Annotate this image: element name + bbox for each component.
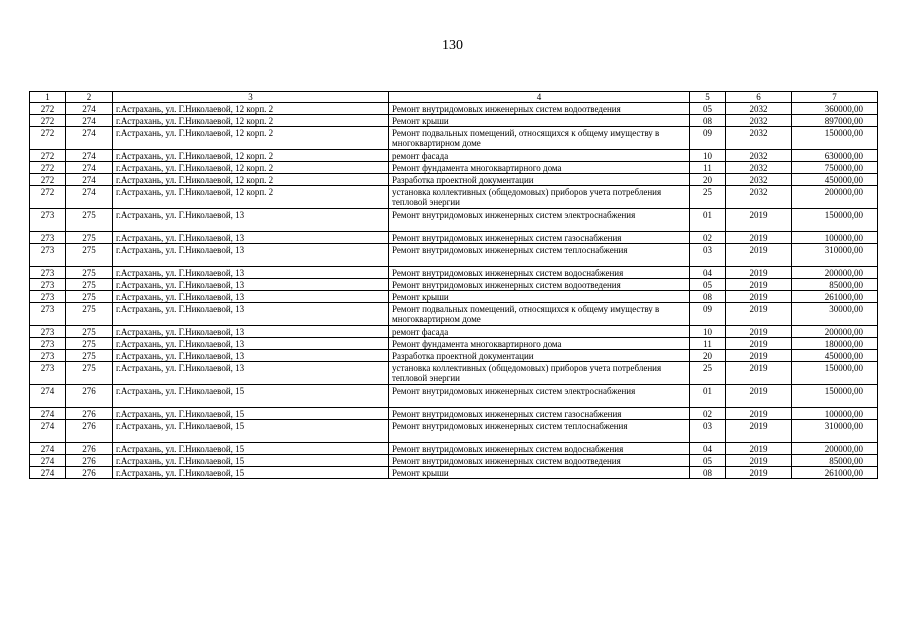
year-cell: 2032 — [726, 115, 792, 127]
row-number-cell: 272 — [30, 162, 66, 174]
work-type-cell: Ремонт внутридомовых инженерных систем газоснабжения — [389, 232, 690, 244]
work-code-cell: 25 — [690, 362, 726, 385]
year-cell: 2019 — [726, 408, 792, 420]
row-number-cell: 273 — [30, 291, 66, 303]
row-number-cell: 274 — [30, 467, 66, 479]
cost-cell: 200000,00 — [792, 443, 878, 455]
table-row — [30, 385, 878, 408]
work-type-cell: Ремонт фундамента многоквартирного дома — [389, 162, 690, 174]
header-cell: 5 — [690, 92, 726, 103]
item-number-cell: 275 — [66, 350, 113, 362]
row-number-cell: 272 — [30, 103, 66, 115]
address-cell: г.Астрахань, ул. Г.Николаевой, 15 — [113, 385, 389, 408]
address-cell: г.Астрахань, ул. Г.Николаевой, 13 — [113, 209, 389, 232]
cost-cell: 450000,00 — [792, 350, 878, 362]
work-code-cell: 05 — [690, 455, 726, 467]
header-cell: 2 — [66, 92, 113, 103]
cost-cell: 200000,00 — [792, 186, 878, 209]
work-code-cell: 01 — [690, 385, 726, 408]
item-number-cell: 275 — [66, 232, 113, 244]
cost-cell: 261000,00 — [792, 291, 878, 303]
cost-cell: 150000,00 — [792, 362, 878, 385]
item-number-cell: 274 — [66, 150, 113, 162]
work-type-cell: Ремонт подвальных помещений, относящихся к общему имуществу в многоквартирном доме — [389, 303, 690, 326]
page-number: 130 — [442, 38, 463, 53]
year-cell: 2019 — [726, 291, 792, 303]
address-cell: г.Астрахань, ул. Г.Николаевой, 13 — [113, 291, 389, 303]
year-cell: 2019 — [726, 338, 792, 350]
year-cell: 2019 — [726, 420, 792, 443]
work-code-cell: 09 — [690, 303, 726, 326]
table-row — [30, 455, 878, 467]
work-code-cell: 03 — [690, 244, 726, 267]
work-type-cell: Ремонт внутридомовых инженерных систем теплоснабжения — [389, 244, 690, 267]
work-code-cell: 02 — [690, 408, 726, 420]
work-type-cell: Ремонт внутридомовых инженерных систем водоотведения — [389, 279, 690, 291]
year-cell: 2019 — [726, 209, 792, 232]
row-number-cell: 274 — [30, 443, 66, 455]
work-code-cell: 02 — [690, 232, 726, 244]
table-row — [30, 162, 878, 174]
item-number-cell: 274 — [66, 186, 113, 209]
item-number-cell: 274 — [66, 115, 113, 127]
table-row — [30, 127, 878, 150]
header-cell: 1 — [30, 92, 66, 103]
table-row — [30, 443, 878, 455]
cost-cell: 150000,00 — [792, 385, 878, 408]
year-cell: 2019 — [726, 467, 792, 479]
cost-cell: 100000,00 — [792, 408, 878, 420]
cost-cell: 150000,00 — [792, 127, 878, 150]
work-code-cell: 08 — [690, 115, 726, 127]
row-number-cell: 274 — [30, 408, 66, 420]
item-number-cell: 275 — [66, 362, 113, 385]
item-number-cell: 275 — [66, 279, 113, 291]
year-cell: 2032 — [726, 186, 792, 209]
item-number-cell: 275 — [66, 326, 113, 338]
year-cell: 2019 — [726, 244, 792, 267]
table-row — [30, 150, 878, 162]
row-number-cell: 273 — [30, 338, 66, 350]
item-number-cell: 276 — [66, 455, 113, 467]
work-type-cell: Ремонт внутридомовых инженерных систем газоснабжения — [389, 408, 690, 420]
work-code-cell: 05 — [690, 103, 726, 115]
item-number-cell: 276 — [66, 408, 113, 420]
work-type-cell: ремонт фасада — [389, 150, 690, 162]
item-number-cell: 275 — [66, 267, 113, 279]
work-type-cell: Ремонт крыши — [389, 467, 690, 479]
address-cell: г.Астрахань, ул. Г.Николаевой, 12 корп. 2 — [113, 103, 389, 115]
row-number-cell: 272 — [30, 127, 66, 150]
year-cell: 2032 — [726, 174, 792, 186]
year-cell: 2019 — [726, 279, 792, 291]
year-cell: 2032 — [726, 150, 792, 162]
address-cell: г.Астрахань, ул. Г.Николаевой, 13 — [113, 244, 389, 267]
item-number-cell: 276 — [66, 443, 113, 455]
table-row — [30, 186, 878, 209]
work-code-cell: 09 — [690, 127, 726, 150]
item-number-cell: 274 — [66, 174, 113, 186]
work-type-cell: установка коллективных (общедомовых) приборов учета потребления тепловой энергии — [389, 186, 690, 209]
work-code-cell: 10 — [690, 150, 726, 162]
row-number-cell: 272 — [30, 150, 66, 162]
year-cell: 2019 — [726, 443, 792, 455]
work-type-cell: установка коллективных (общедомовых) приборов учета потребления тепловой энергии — [389, 362, 690, 385]
work-type-cell: Ремонт внутридомовых инженерных систем водоотведения — [389, 455, 690, 467]
year-cell: 2019 — [726, 350, 792, 362]
address-cell: г.Астрахань, ул. Г.Николаевой, 12 корп. 2 — [113, 115, 389, 127]
work-code-cell: 03 — [690, 420, 726, 443]
address-cell: г.Астрахань, ул. Г.Николаевой, 15 — [113, 408, 389, 420]
table-row — [30, 303, 878, 326]
row-number-cell: 273 — [30, 267, 66, 279]
cost-cell: 85000,00 — [792, 279, 878, 291]
row-number-cell: 273 — [30, 303, 66, 326]
table-row — [30, 467, 878, 479]
row-number-cell: 273 — [30, 232, 66, 244]
table-row — [30, 279, 878, 291]
address-cell: г.Астрахань, ул. Г.Николаевой, 13 — [113, 267, 389, 279]
cost-cell: 100000,00 — [792, 232, 878, 244]
cost-cell: 630000,00 — [792, 150, 878, 162]
item-number-cell: 275 — [66, 338, 113, 350]
row-number-cell: 272 — [30, 115, 66, 127]
cost-cell: 897000,00 — [792, 115, 878, 127]
row-number-cell: 274 — [30, 385, 66, 408]
address-cell: г.Астрахань, ул. Г.Николаевой, 15 — [113, 467, 389, 479]
work-type-cell: ремонт фасада — [389, 326, 690, 338]
row-number-cell: 272 — [30, 186, 66, 209]
work-code-cell: 25 — [690, 186, 726, 209]
item-number-cell: 274 — [66, 162, 113, 174]
row-number-cell: 273 — [30, 362, 66, 385]
item-number-cell: 276 — [66, 467, 113, 479]
row-number-cell: 273 — [30, 326, 66, 338]
work-type-cell: Ремонт подвальных помещений, относящихся к общему имуществу в многоквартирном доме — [389, 127, 690, 150]
work-type-cell: Ремонт крыши — [389, 291, 690, 303]
work-code-cell: 11 — [690, 162, 726, 174]
row-number-cell: 274 — [30, 420, 66, 443]
year-cell: 2019 — [726, 362, 792, 385]
work-code-cell: 04 — [690, 267, 726, 279]
table-row — [30, 232, 878, 244]
item-number-cell: 275 — [66, 303, 113, 326]
item-number-cell: 276 — [66, 420, 113, 443]
address-cell: г.Астрахань, ул. Г.Николаевой, 13 — [113, 303, 389, 326]
table-row — [30, 350, 878, 362]
cost-cell: 261000,00 — [792, 467, 878, 479]
year-cell: 2019 — [726, 232, 792, 244]
table-row — [30, 209, 878, 232]
table-row — [30, 267, 878, 279]
item-number-cell: 276 — [66, 385, 113, 408]
item-number-cell: 275 — [66, 291, 113, 303]
work-code-cell: 11 — [690, 338, 726, 350]
cost-cell: 150000,00 — [792, 209, 878, 232]
work-code-cell: 10 — [690, 326, 726, 338]
cost-cell: 750000,00 — [792, 162, 878, 174]
table-row — [30, 291, 878, 303]
table-header-row — [30, 92, 878, 103]
item-number-cell: 275 — [66, 209, 113, 232]
address-cell: г.Астрахань, ул. Г.Николаевой, 13 — [113, 362, 389, 385]
cost-cell: 85000,00 — [792, 455, 878, 467]
year-cell: 2019 — [726, 385, 792, 408]
work-type-cell: Ремонт внутридомовых инженерных систем водоснабжения — [389, 443, 690, 455]
year-cell: 2019 — [726, 326, 792, 338]
cost-cell: 310000,00 — [792, 244, 878, 267]
work-type-cell: Разработка проектной документации — [389, 350, 690, 362]
work-code-cell: 05 — [690, 279, 726, 291]
address-cell: г.Астрахань, ул. Г.Николаевой, 15 — [113, 455, 389, 467]
header-cell: 6 — [726, 92, 792, 103]
table-row — [30, 420, 878, 443]
cost-cell: 360000,00 — [792, 103, 878, 115]
work-code-cell: 08 — [690, 291, 726, 303]
table-row — [30, 362, 878, 385]
cost-cell: 30000,00 — [792, 303, 878, 326]
address-cell: г.Астрахань, ул. Г.Николаевой, 12 корп. 2 — [113, 174, 389, 186]
address-cell: г.Астрахань, ул. Г.Николаевой, 12 корп. 2 — [113, 162, 389, 174]
row-number-cell: 273 — [30, 244, 66, 267]
year-cell: 2032 — [726, 127, 792, 150]
work-type-cell: Ремонт фундамента многоквартирного дома — [389, 338, 690, 350]
work-code-cell: 20 — [690, 350, 726, 362]
address-cell: г.Астрахань, ул. Г.Николаевой, 13 — [113, 279, 389, 291]
address-cell: г.Астрахань, ул. Г.Николаевой, 13 — [113, 350, 389, 362]
row-number-cell: 272 — [30, 174, 66, 186]
work-type-cell: Ремонт крыши — [389, 115, 690, 127]
table-row — [30, 174, 878, 186]
work-type-cell: Разработка проектной документации — [389, 174, 690, 186]
year-cell: 2019 — [726, 455, 792, 467]
table-row — [30, 103, 878, 115]
cost-cell: 450000,00 — [792, 174, 878, 186]
item-number-cell: 274 — [66, 127, 113, 150]
year-cell: 2019 — [726, 303, 792, 326]
table-row — [30, 326, 878, 338]
repair-schedule-table — [29, 91, 878, 479]
row-number-cell: 273 — [30, 350, 66, 362]
table-row — [30, 338, 878, 350]
table-body — [30, 103, 878, 479]
cost-cell: 200000,00 — [792, 326, 878, 338]
address-cell: г.Астрахань, ул. Г.Николаевой, 12 корп. 2 — [113, 150, 389, 162]
table-row — [30, 115, 878, 127]
address-cell: г.Астрахань, ул. Г.Николаевой, 15 — [113, 420, 389, 443]
cost-cell: 180000,00 — [792, 338, 878, 350]
item-number-cell: 274 — [66, 103, 113, 115]
work-type-cell: Ремонт внутридомовых инженерных систем водоснабжения — [389, 267, 690, 279]
address-cell: г.Астрахань, ул. Г.Николаевой, 15 — [113, 443, 389, 455]
table-row — [30, 408, 878, 420]
work-type-cell: Ремонт внутридомовых инженерных систем электроснабжения — [389, 385, 690, 408]
item-number-cell: 275 — [66, 244, 113, 267]
cost-cell: 310000,00 — [792, 420, 878, 443]
row-number-cell: 273 — [30, 209, 66, 232]
year-cell: 2032 — [726, 103, 792, 115]
work-type-cell: Ремонт внутридомовых инженерных систем водоотведения — [389, 103, 690, 115]
cost-cell: 200000,00 — [792, 267, 878, 279]
year-cell: 2032 — [726, 162, 792, 174]
year-cell: 2019 — [726, 267, 792, 279]
row-number-cell: 274 — [30, 455, 66, 467]
address-cell: г.Астрахань, ул. Г.Николаевой, 13 — [113, 232, 389, 244]
header-cell: 7 — [792, 92, 878, 103]
work-code-cell: 04 — [690, 443, 726, 455]
work-code-cell: 01 — [690, 209, 726, 232]
table-row — [30, 244, 878, 267]
work-type-cell: Ремонт внутридомовых инженерных систем электроснабжения — [389, 209, 690, 232]
address-cell: г.Астрахань, ул. Г.Николаевой, 13 — [113, 326, 389, 338]
row-number-cell: 273 — [30, 279, 66, 291]
work-code-cell: 08 — [690, 467, 726, 479]
work-code-cell: 20 — [690, 174, 726, 186]
address-cell: г.Астрахань, ул. Г.Николаевой, 12 корп. 2 — [113, 127, 389, 150]
header-cell: 3 — [113, 92, 389, 103]
address-cell: г.Астрахань, ул. Г.Николаевой, 12 корп. 2 — [113, 186, 389, 209]
work-type-cell: Ремонт внутридомовых инженерных систем теплоснабжения — [389, 420, 690, 443]
address-cell: г.Астрахань, ул. Г.Николаевой, 13 — [113, 338, 389, 350]
header-cell: 4 — [389, 92, 690, 103]
